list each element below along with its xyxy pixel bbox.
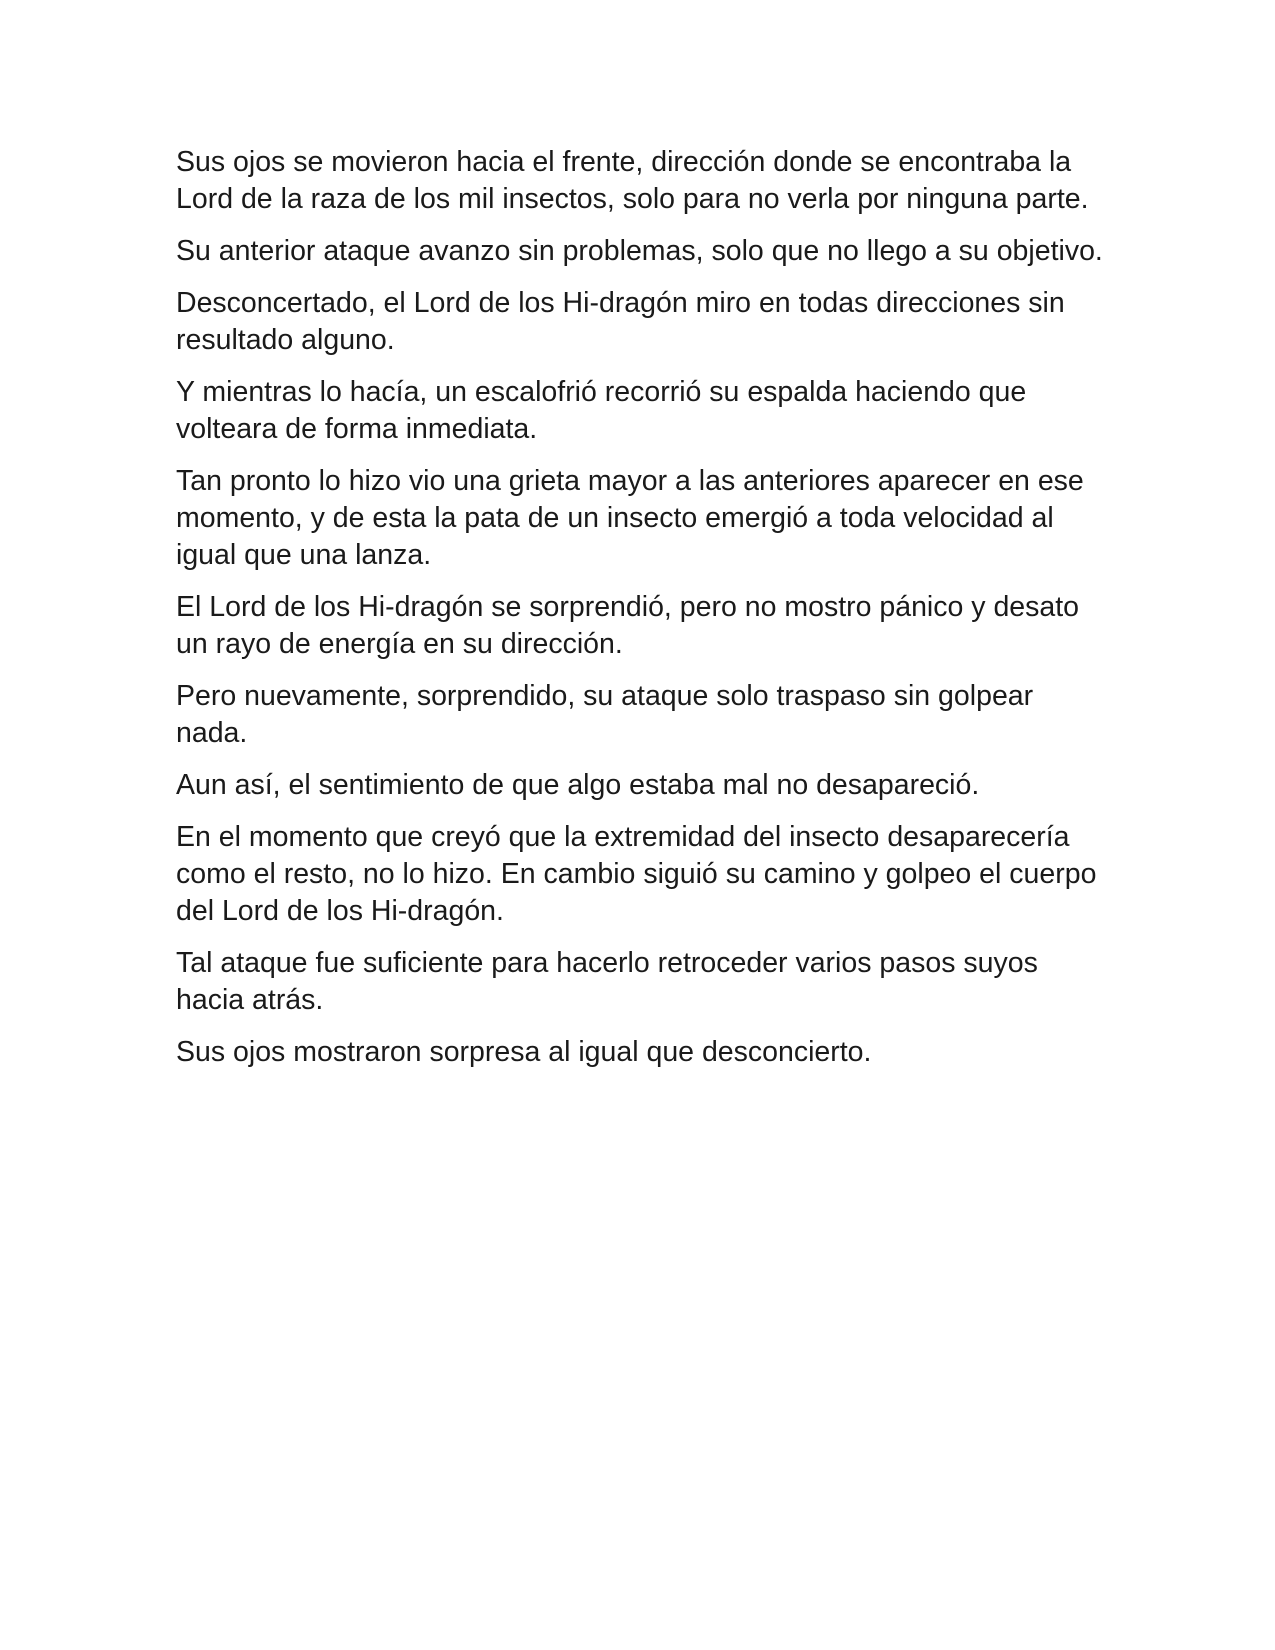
paragraph: El Lord de los Hi-dragón se sorprendió, pero no mostro pánico y desato un rayo de energía en su dirección. xyxy=(176,591,1080,660)
document-body xyxy=(176,144,1106,1086)
paragraph: Y mientras lo hacía, un escalofrió recorrió su espalda haciendo que volteara de forma inmediata. xyxy=(176,376,1027,445)
paragraph: Su anterior ataque avanzo sin problemas, solo que no llego a su objetivo. xyxy=(176,235,1103,267)
paragraph: Aun así, el sentimiento de que algo estaba mal no desapareció. xyxy=(176,769,980,801)
paragraph: En el momento que creyó que la extremidad del insecto desaparecería como el resto, no lo hizo. En cambio siguió su camino y golpeo el cuerpo del Lord de los Hi-dragón. xyxy=(176,821,1097,927)
paragraph: Tal ataque fue suficiente para hacerlo retroceder varios pasos suyos hacia atrás. xyxy=(176,947,1038,1016)
paragraph: Pero nuevamente, sorprendido, su ataque solo traspaso sin golpear nada. xyxy=(176,680,1034,749)
paragraph: Tan pronto lo hizo vio una grieta mayor a las anteriores aparecer en ese momento, y de esta la pata de un insecto emergió a toda velocidad al igual que una lanza. xyxy=(176,465,1084,571)
paragraph: Sus ojos mostraron sorpresa al igual que desconcierto. xyxy=(176,1036,872,1068)
paragraph: Desconcertado, el Lord de los Hi-dragón miro en todas direcciones sin resultado alguno. xyxy=(176,287,1065,356)
paragraph: Sus ojos se movieron hacia el frente, dirección donde se encontraba la Lord de la raza de los mil insectos, solo para no verla por ninguna parte. xyxy=(176,146,1089,215)
